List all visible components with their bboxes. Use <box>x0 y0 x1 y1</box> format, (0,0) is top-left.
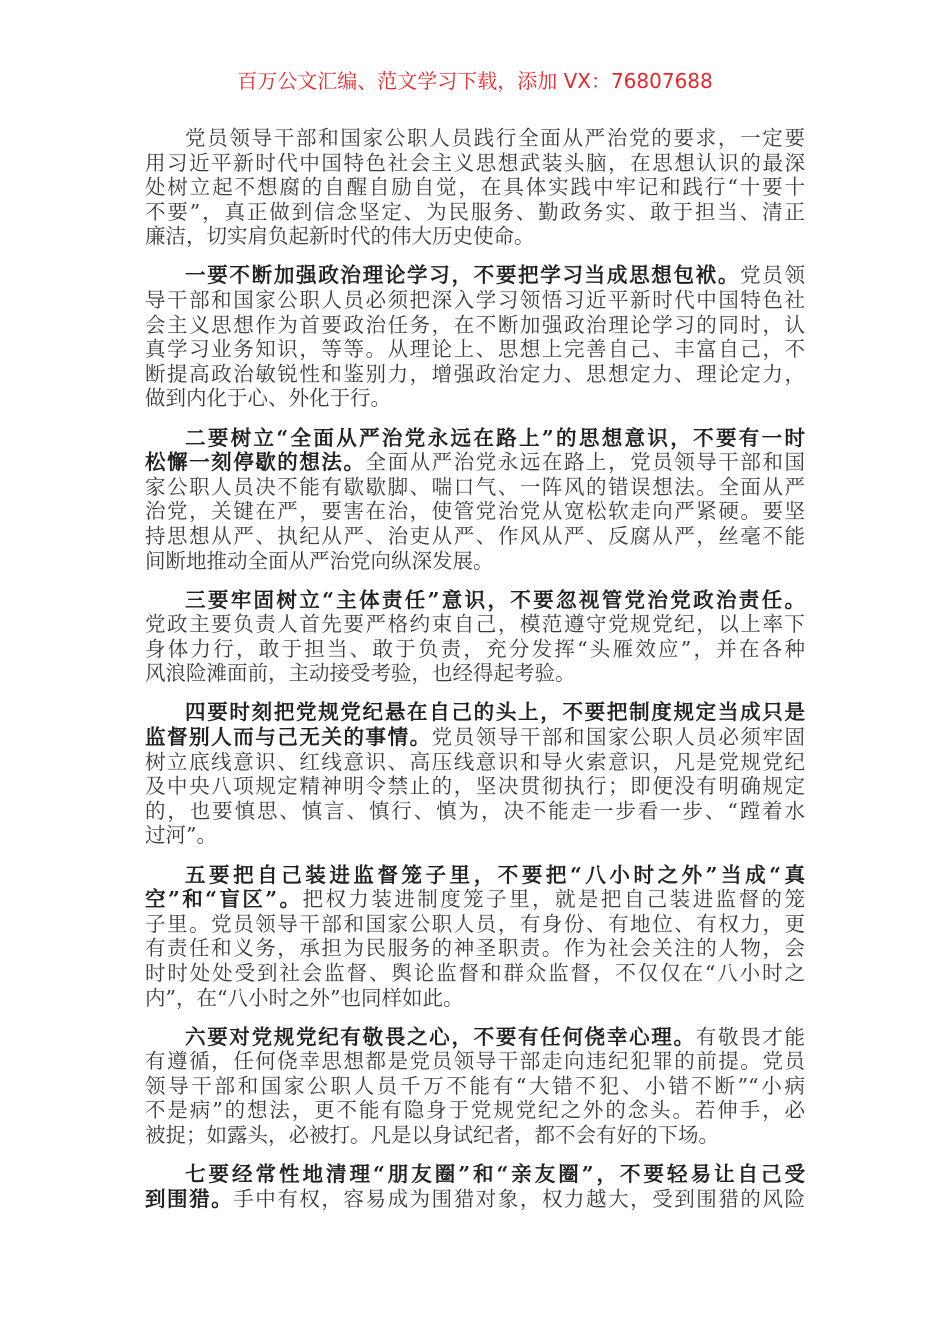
body-text: 时时处处受到社会监督、舆论监督和群众监督，不仅仅在“八小时之 <box>145 960 805 985</box>
text-line <box>145 588 805 613</box>
paragraph <box>145 263 805 411</box>
body-text: 的，也要慎思、慎言、慎行、慎为，决不能走一步看一步、“蹚着水 <box>145 798 805 823</box>
document-body <box>145 126 805 1226</box>
text-line <box>145 313 805 338</box>
text-line <box>145 200 805 225</box>
body-text: 手中有权，容易成为围猎对象，权力越大，受到围猎的风险 <box>233 1186 806 1211</box>
text-line <box>145 774 805 799</box>
body-text: 党政主要负责人首先要严格约束自己，模范遵守党规党纪，以上率下 <box>145 612 805 637</box>
body-text: 断提高政治敏锐性和鉴别力，增强政治定力、思想定力、理论定力， <box>145 361 805 386</box>
paragraph <box>145 863 805 1011</box>
paragraph <box>145 426 805 574</box>
body-text: 会主义思想作为首要政治任务，在不断加强政治理论学习的同时，认 <box>145 312 805 337</box>
text-line <box>145 1074 805 1099</box>
text-line <box>145 475 805 500</box>
text-line <box>145 750 805 775</box>
body-text: 党员领 <box>740 263 806 288</box>
bold-heading-text: 二要树立“全面从严治党永远在路上”的思想意识，不要有一时 <box>185 425 805 450</box>
body-text: 用习近平新时代中国特色社会主义思想武装头脑，在思想认识的最深 <box>145 150 805 175</box>
text-line <box>145 263 805 288</box>
watermark-header: 百万公文汇编、范文学习下载，添加 VX：76807688 <box>237 69 713 93</box>
body-text: 不要”，真正做到信念坚定、为民服务、勤政务实、敢于担当、清正 <box>145 199 805 224</box>
bold-heading-text: 七要经常性地清理“朋友圈”和“亲友圈”，不要轻易让自己受 <box>185 1162 805 1187</box>
text-line <box>145 1123 805 1148</box>
text-line <box>145 386 805 411</box>
bold-heading-text: 六要对党规党纪有敬畏之心，不要有任何侥幸心理。 <box>185 1024 696 1049</box>
body-text: 全面从严治党永远在路上，党员领导干部和国 <box>365 450 806 475</box>
body-text: 有责任和义务，承担为民服务的神圣职责。作为社会关注的人物，会 <box>145 936 805 961</box>
text-line <box>145 612 805 637</box>
paragraph <box>145 1025 805 1148</box>
text-line <box>145 1187 805 1212</box>
body-text: 过河”。 <box>145 823 217 848</box>
body-text: 做到内化于心、外化于行。 <box>145 386 391 411</box>
bold-heading-text: 松懈一刻停歇的想法。 <box>145 450 366 475</box>
text-line <box>145 725 805 750</box>
text-line <box>145 450 805 475</box>
bold-heading-text: 监督别人而与己无关的事情。 <box>145 725 432 750</box>
body-text: 有遵循，任何侥幸思想都是党员领导干部走向违纪犯罪的前提。党员 <box>145 1049 805 1074</box>
body-text: 党员领导干部和国家公职人员必须牢固 <box>431 725 805 750</box>
text-line <box>145 961 805 986</box>
body-text: 内”，在“八小时之外”也同样如此。 <box>145 985 464 1010</box>
text-line <box>145 986 805 1011</box>
paragraph <box>145 700 805 848</box>
body-text: 持思想从严、执纪从严、治吏从严、作风从严、反腐从严，丝毫不能 <box>145 523 805 548</box>
body-text: 间断地推动全面从严治党向纵深发展。 <box>145 548 494 573</box>
text-line <box>145 175 805 200</box>
text-line <box>145 224 805 249</box>
text-line <box>145 936 805 961</box>
text-line <box>145 126 805 151</box>
paragraph <box>145 126 805 249</box>
body-text: 及中央八项规定精神明令禁止的，坚决贯彻执行；即便没有明确规定 <box>145 774 805 799</box>
body-text: 树立底线意识、红线意识、高压线意识和导火索意识，凡是党规党纪 <box>145 749 805 774</box>
body-text: 把权力装进制度笼子里，就是把自己装进监督的笼 <box>302 887 806 912</box>
body-text: 身体力行，敢于担当、敢于负责，充分发挥“头雁效应”，并在各种 <box>145 636 805 661</box>
bold-heading-text: 三要牢固树立“主体责任”意识，不要忽视管党治党政治责任。 <box>185 587 805 612</box>
text-line <box>145 524 805 549</box>
text-line <box>145 1049 805 1074</box>
text-line <box>145 1025 805 1050</box>
text-line <box>145 863 805 888</box>
bold-heading-text: 空”和“盲区”。 <box>145 887 303 912</box>
text-line <box>145 661 805 686</box>
text-line <box>145 426 805 451</box>
bold-heading-text: 四要时刻把党规党纪悬在自己的头上，不要把制度规定当成只是 <box>185 700 805 725</box>
paragraph <box>145 588 805 686</box>
body-text: 家公职人员决不能有歇歇脚、喘口气、一阵风的错误想法。全面从严 <box>145 474 805 499</box>
text-line <box>145 637 805 662</box>
body-text: 不是病”的想法，更不能有隐身于党规党纪之外的念头。若伸手，必 <box>145 1098 805 1123</box>
body-text: 有敬畏才能 <box>695 1024 806 1049</box>
text-line <box>145 362 805 387</box>
text-line <box>145 499 805 524</box>
body-text: 子里。党员领导干部和国家公职人员，有身份、有地位、有权力，更 <box>145 911 805 936</box>
body-text: 处树立起不想腐的自醒自励自觉，在具体实践中牢记和践行“十要十 <box>145 175 805 200</box>
text-line <box>145 151 805 176</box>
text-line <box>145 887 805 912</box>
text-line <box>145 823 805 848</box>
body-text: 领导干部和国家公职人员千万不能有“大错不犯、小错不断”“小病 <box>145 1073 805 1098</box>
text-line <box>145 549 805 574</box>
text-line <box>145 288 805 313</box>
text-line <box>145 1162 805 1187</box>
body-text: 被捉；如露头，必被打。凡是以身试纪者，都不会有好的下场。 <box>145 1122 719 1147</box>
body-text: 风浪险滩面前，主动接受考验，也经得起考验。 <box>145 661 576 686</box>
bold-heading-text: 到围猎。 <box>145 1186 234 1211</box>
text-line <box>145 912 805 937</box>
body-text: 廉洁，切实肩负起新时代的伟大历史使命。 <box>145 224 535 249</box>
bold-heading-text: 一要不断加强政治理论学习，不要把学习当成思想包袱。 <box>185 263 741 288</box>
body-text: 导干部和国家公职人员必须把深入学习领悟习近平新时代中国特色社 <box>145 288 805 313</box>
paragraph <box>145 1162 805 1211</box>
text-line <box>145 1098 805 1123</box>
text-line <box>145 799 805 824</box>
text-line <box>145 700 805 725</box>
text-line <box>145 337 805 362</box>
bold-heading-text: 五要把自己装进监督笼子里，不要把“八小时之外”当成“真 <box>185 862 805 887</box>
body-text: 治党，关键在严，要害在治，使管党治党从宽松软走向严紧硬。要坚 <box>145 499 805 524</box>
body-text: 党员领导干部和国家公职人员践行全面从严治党的要求，一定要 <box>185 126 805 150</box>
body-text: 真学习业务知识，等等。从理论上、思想上完善自己、丰富自己，不 <box>145 337 805 362</box>
